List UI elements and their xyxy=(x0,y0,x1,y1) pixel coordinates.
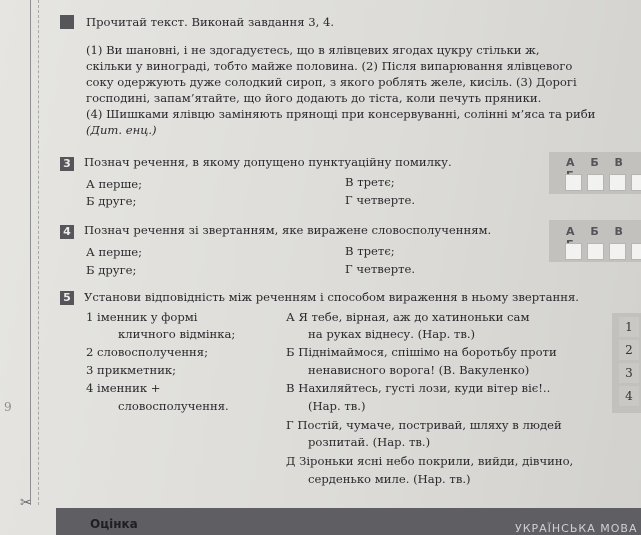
text-line: соку одержують дуже солодкий сироп, з якого роблять желе, кисіль. (3) Дорогі xyxy=(86,75,577,89)
punch-hole-mark: 9 xyxy=(4,400,12,414)
right-item: В Нахиляйтесь, густі лози, куди вітер віє!.. xyxy=(286,381,551,395)
task-number-box xyxy=(60,15,74,29)
option-v[interactable]: В третє; xyxy=(345,244,395,258)
match-row-number: 1 xyxy=(619,317,639,337)
right-item: А Я тебе, вірная, аж до хатиноньки сам xyxy=(286,310,530,324)
option-a[interactable]: А перше; xyxy=(86,177,143,191)
answer-cell[interactable] xyxy=(587,174,604,191)
right-item: (Нар. тв.) xyxy=(308,399,366,413)
grade-label: Оцінка xyxy=(90,517,138,531)
text-line: (1) Ви шановні, і не здогадуєтесь, що в ялівцевих ягодах цукру стільки ж, xyxy=(86,43,540,57)
text-source: (Дит. енц.) xyxy=(86,123,157,137)
answer-cell[interactable] xyxy=(565,243,582,260)
task-title: Прочитай текст. Виконай завдання 3, 4. xyxy=(86,15,335,29)
text-line: господині, запам’ятайте, що його додають до тіста, коли печуть пряники. xyxy=(86,91,542,105)
task-question: Познач речення, в якому допущено пунктуаційну помилку. xyxy=(84,155,452,169)
task-number-box: 5 xyxy=(60,291,74,305)
answer-cell[interactable] xyxy=(609,174,626,191)
answer-grid-header: А Б В xyxy=(566,225,629,238)
left-item: 3 прикметник; xyxy=(86,363,177,377)
answer-cell[interactable] xyxy=(587,243,604,260)
right-item: на руках віднесу. (Нар. тв.) xyxy=(308,327,476,341)
right-item: Г Постій, чумаче, постривай, шляху в людей xyxy=(286,418,562,432)
scissors-icon: ✂ xyxy=(20,495,32,511)
answer-cell[interactable] xyxy=(609,243,626,260)
option-v[interactable]: В третє; xyxy=(345,175,395,189)
task-question: Познач речення зі звертанням, яке виражене словосполученням. xyxy=(84,223,492,237)
subject-label: УКРАЇНСЬКА МОВА xyxy=(515,522,638,535)
text-line: (4) Шишками ялівцю заміняють прянощі при консервуванні, солінні м’яса та риби xyxy=(86,107,596,121)
left-item: кличного відмінка; xyxy=(118,327,236,341)
margin-dashes xyxy=(38,0,39,505)
left-item: 2 словосполучення; xyxy=(86,345,208,359)
margin-line xyxy=(30,0,31,505)
option-g[interactable]: Г четверте. xyxy=(345,262,416,276)
left-item: словосполучення. xyxy=(118,399,229,413)
task-number-box: 3 xyxy=(60,157,74,171)
left-item: 1 іменник у формі xyxy=(86,310,198,324)
option-b[interactable]: Б друге; xyxy=(86,263,137,277)
match-row-number: 2 xyxy=(619,340,639,360)
match-row-number: 4 xyxy=(619,386,639,406)
answer-grid-header: А Б В xyxy=(566,156,629,169)
option-g[interactable]: Г четверте. xyxy=(345,193,416,207)
answer-cell[interactable] xyxy=(631,174,641,191)
answer-cell[interactable] xyxy=(631,243,641,260)
match-row-number: 3 xyxy=(619,363,639,383)
right-item: серденько миле. (Нар. тв.) xyxy=(308,472,471,486)
right-item: Б Піднімаймося, спішімо на боротьбу проти xyxy=(286,345,557,359)
option-a[interactable]: А перше; xyxy=(86,245,143,259)
task-question: Установи відповідність між реченням і способом вираження в ньому звертання. xyxy=(84,290,579,304)
right-item: ненависного ворога! (В. Вакуленко) xyxy=(308,363,530,377)
option-b[interactable]: Б друге; xyxy=(86,194,137,208)
right-item: розпитай. (Нар. тв.) xyxy=(308,435,431,449)
right-item: Д Зіроньки ясні небо покрили, вийди, дівчино, xyxy=(286,454,574,468)
task-number-box: 4 xyxy=(60,225,74,239)
text-line: скільки у винограді, тобто майже половина. (2) Після випарювання ялівцевого xyxy=(86,59,573,73)
answer-cell[interactable] xyxy=(565,174,582,191)
left-item: 4 іменник + xyxy=(86,381,161,395)
